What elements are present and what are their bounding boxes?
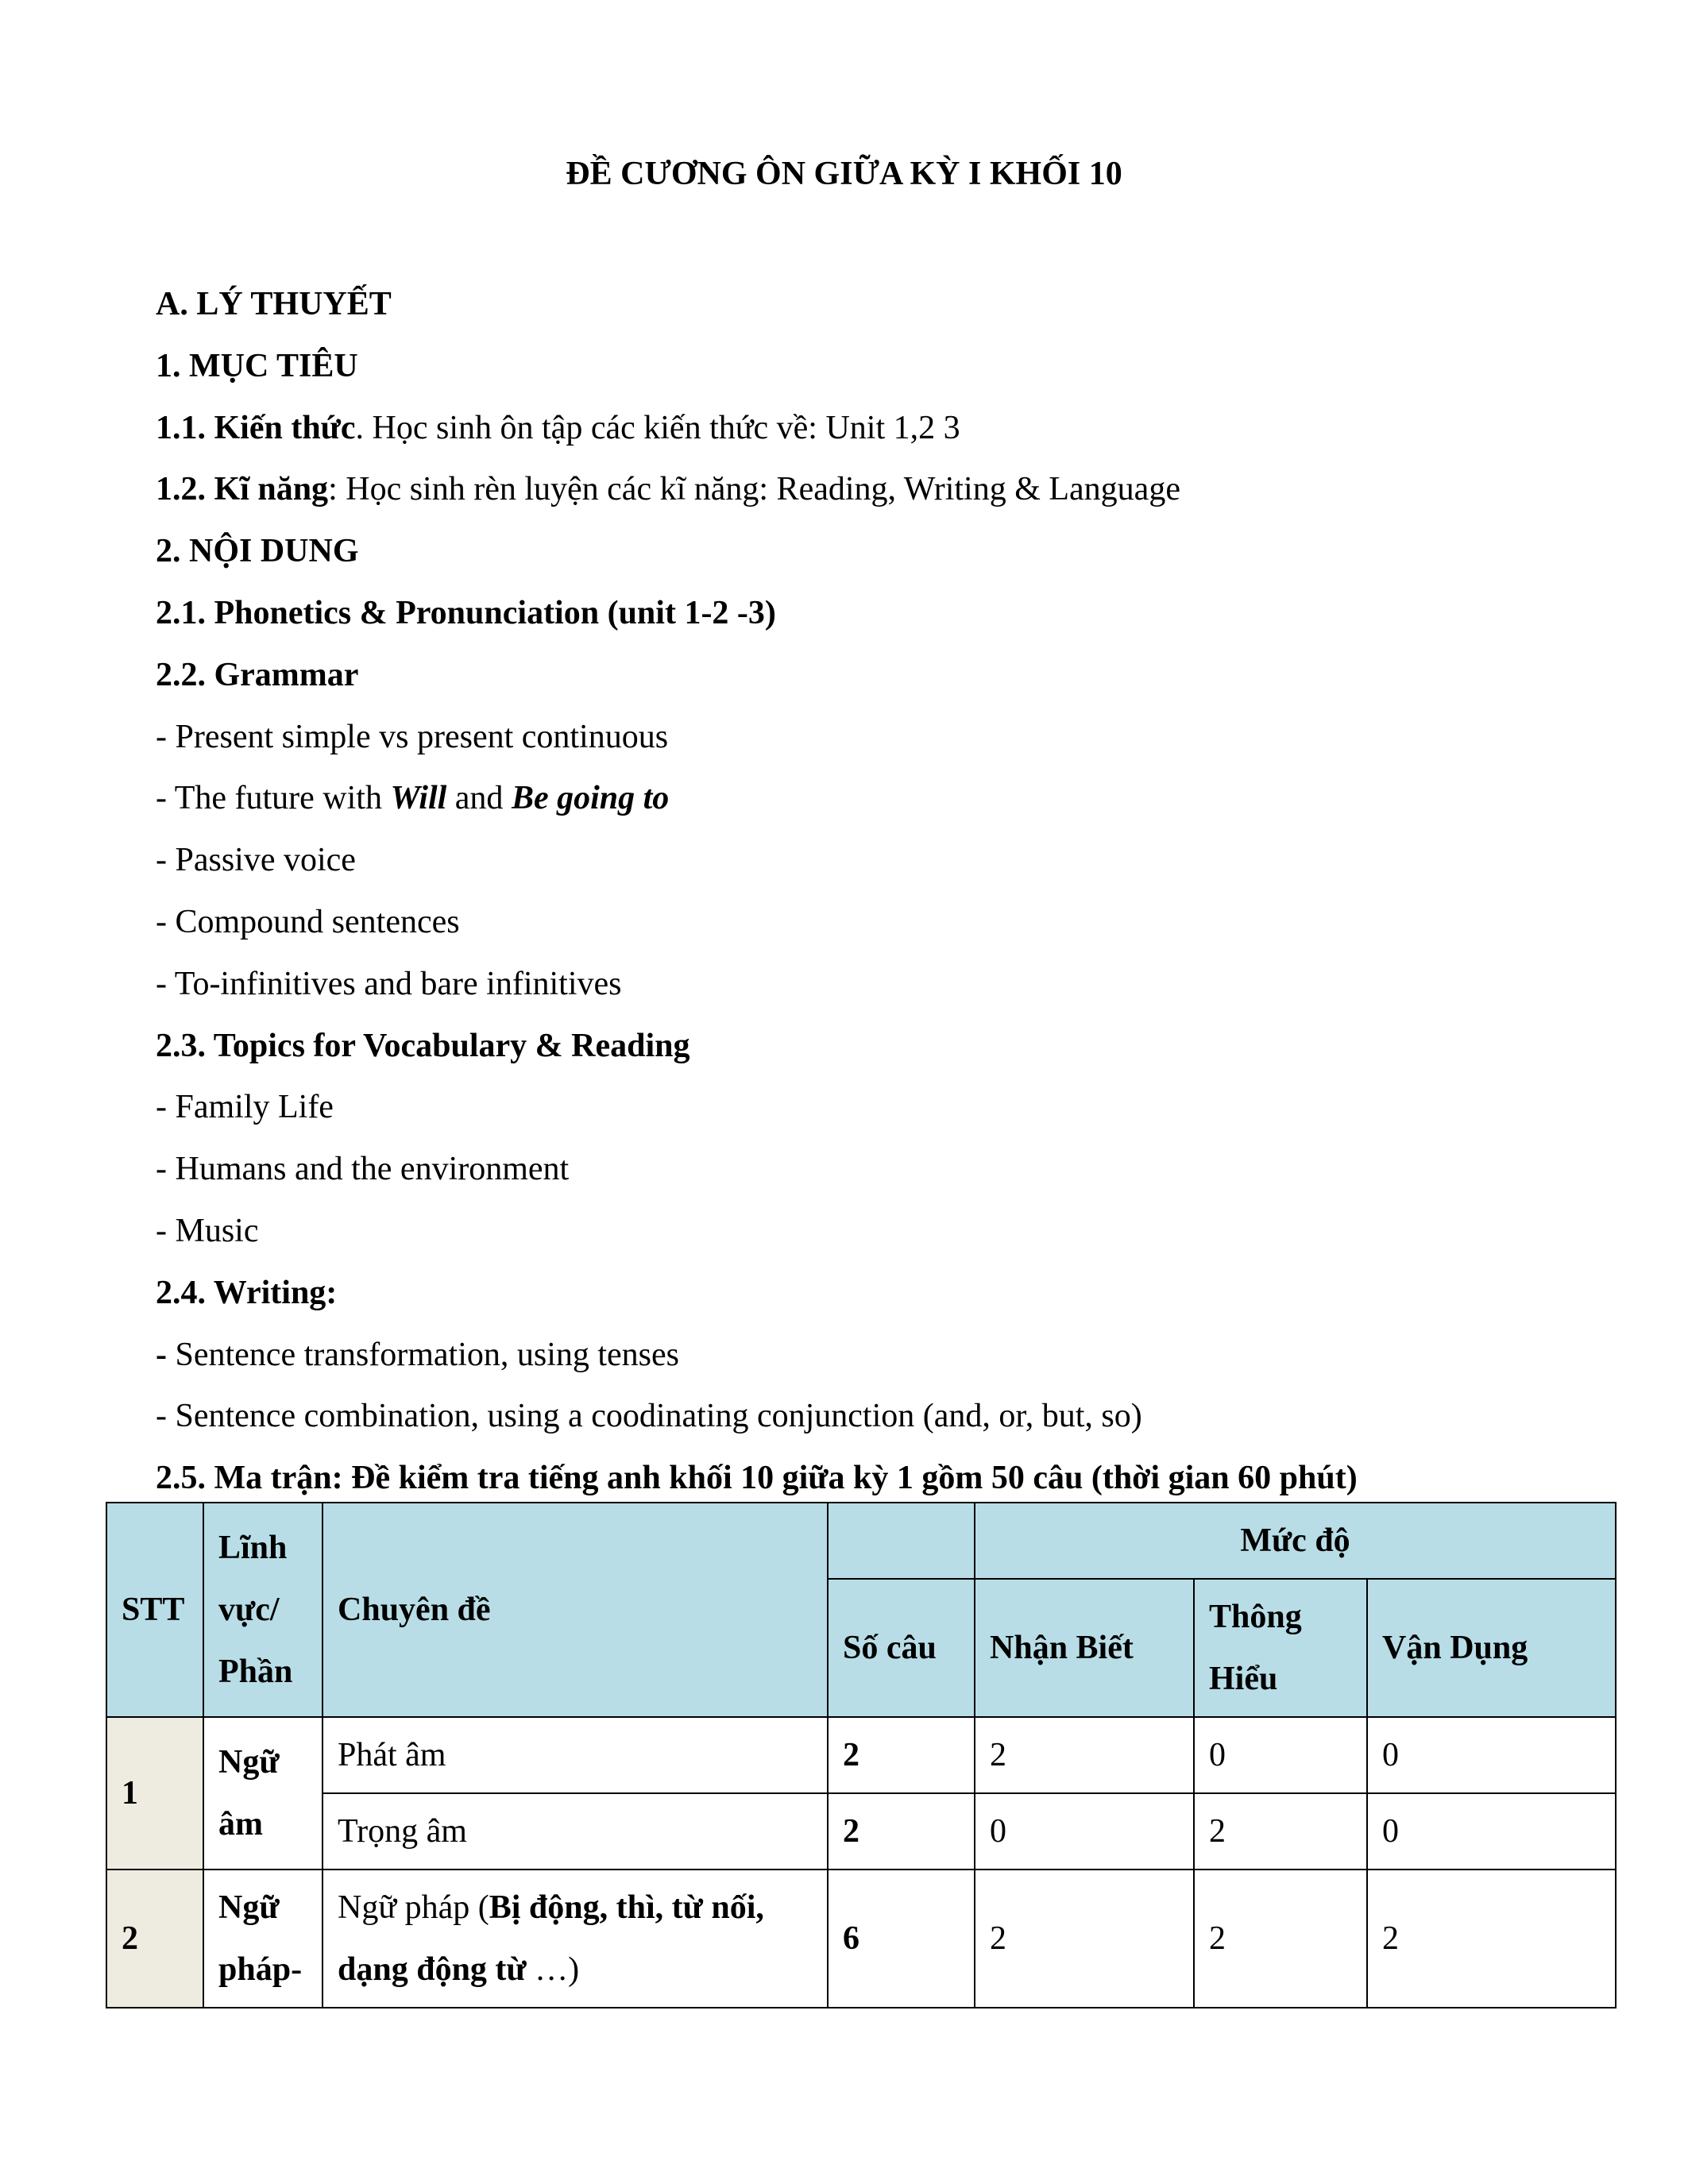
row-field-line: âm	[218, 1806, 263, 1843]
table-row	[106, 1717, 1616, 1793]
skills-text: : Học sinh rèn luyện các kĩ năng: Reading, Writing & Language	[328, 471, 1180, 508]
future-and: and	[446, 780, 512, 817]
grammar-item: - To-infinitives and bare infinitives	[156, 965, 622, 1002]
header-apply: Vận Dụng	[1367, 1579, 1616, 1717]
header-empty	[828, 1503, 975, 1579]
grammar-item: - Present simple vs present continuous	[156, 718, 669, 755]
header-recognize: Nhận Biết	[975, 1579, 1194, 1717]
knowledge-label: 1.1. Kiến thức	[156, 409, 356, 446]
row-field	[203, 1870, 323, 2008]
header-field-line: vực/	[218, 1592, 280, 1628]
grammar-heading: 2.2. Grammar	[156, 656, 359, 693]
row-field-line: Ngữ	[218, 1889, 280, 1926]
row-topic-bold: dạng động từ	[338, 1951, 527, 1988]
skills-line	[156, 459, 1609, 521]
row-topic-post: …)	[526, 1951, 580, 1988]
writing-item-text: Sentence transformation, using tenses	[167, 1336, 680, 1373]
grammar-item: - Compound sentences	[156, 903, 460, 940]
future-prefix: - The future with	[156, 780, 391, 817]
row-understand: 0	[1194, 1717, 1367, 1793]
row-field-line: pháp-	[218, 1951, 303, 1988]
topics-heading: 2.3. Topics for Vocabulary & Reading	[156, 1027, 690, 1064]
writing-item: - Sentence combination, using a coodinating conjunction (and, or, but, so)	[156, 1398, 1142, 1435]
row-count: 2	[828, 1793, 975, 1870]
row-count: 2	[828, 1717, 975, 1793]
header-topic: Chuyên đề	[323, 1503, 828, 1717]
skills-label: 1.2. Kĩ năng	[156, 471, 329, 508]
table-row	[106, 1793, 1616, 1870]
row-topic-pre: Ngữ pháp (	[338, 1889, 489, 1926]
document-body	[156, 274, 1609, 1510]
row-apply: 0	[1367, 1717, 1616, 1793]
future-will: Will	[390, 780, 447, 817]
header-understand-line: Hiểu	[1209, 1661, 1278, 1697]
matrix-heading: 2.5. Ma trận: Đề kiểm tra tiếng anh khối 10 giữa kỳ 1 gồm 50 câu (thời gian 60 phút)	[156, 1460, 1358, 1497]
row-understand: 2	[1194, 1870, 1367, 2008]
section-1-heading: 1. MỤC TIÊU	[156, 347, 358, 384]
writing-heading: 2.4. Writing:	[156, 1274, 338, 1311]
future-going-to: Be going to	[511, 780, 670, 817]
grammar-item: - Passive voice	[156, 842, 356, 879]
header-count: Số câu	[828, 1579, 975, 1717]
topic-item: - Family Life	[156, 1089, 334, 1126]
knowledge-text: . Học sinh ôn tập các kiến thức về: Unit 1,2 3	[355, 409, 960, 446]
writing-item	[156, 1325, 1609, 1387]
header-field-line: Phần	[218, 1653, 293, 1690]
row-stt: 1	[106, 1717, 203, 1870]
row-recognize: 2	[975, 1870, 1194, 2008]
row-apply: 2	[1367, 1870, 1616, 2008]
row-field	[203, 1717, 323, 1870]
topic-item: - Music	[156, 1212, 259, 1249]
section-a-heading: A. LÝ THUYẾT	[156, 286, 392, 322]
exam-matrix-table	[106, 1502, 1617, 2008]
table-row	[106, 1870, 1616, 2008]
row-understand: 2	[1194, 1793, 1367, 1870]
writing-dash: -	[156, 1336, 167, 1373]
row-topic: Trọng âm	[323, 1793, 828, 1870]
row-field-line: Ngữ	[218, 1744, 280, 1781]
section-2-heading: 2. NỘI DUNG	[156, 533, 359, 570]
knowledge-line	[156, 398, 1609, 460]
row-topic: Phát âm	[323, 1717, 828, 1793]
topic-item: - Humans and the environment	[156, 1151, 570, 1188]
header-field-line: Lĩnh	[218, 1530, 288, 1566]
header-level: Mức độ	[975, 1503, 1616, 1579]
header-stt: STT	[106, 1503, 203, 1717]
phonetics-heading: 2.1. Phonetics & Pronunciation (unit 1-2 -3)	[156, 594, 776, 631]
row-topic-bold: Bị động, thì, từ nối,	[489, 1889, 764, 1926]
header-understand	[1194, 1579, 1367, 1717]
grammar-item-future	[156, 768, 1609, 830]
row-stt: 2	[106, 1870, 203, 2008]
row-recognize: 2	[975, 1717, 1194, 1793]
row-apply: 0	[1367, 1793, 1616, 1870]
row-count: 6	[828, 1870, 975, 2008]
header-field	[203, 1503, 323, 1717]
header-understand-line: Thông	[1209, 1599, 1302, 1635]
row-recognize: 0	[975, 1793, 1194, 1870]
page-title: ĐỀ CƯƠNG ÔN GIỮA KỲ I KHỐI 10	[566, 156, 1122, 192]
row-topic	[323, 1870, 828, 2008]
